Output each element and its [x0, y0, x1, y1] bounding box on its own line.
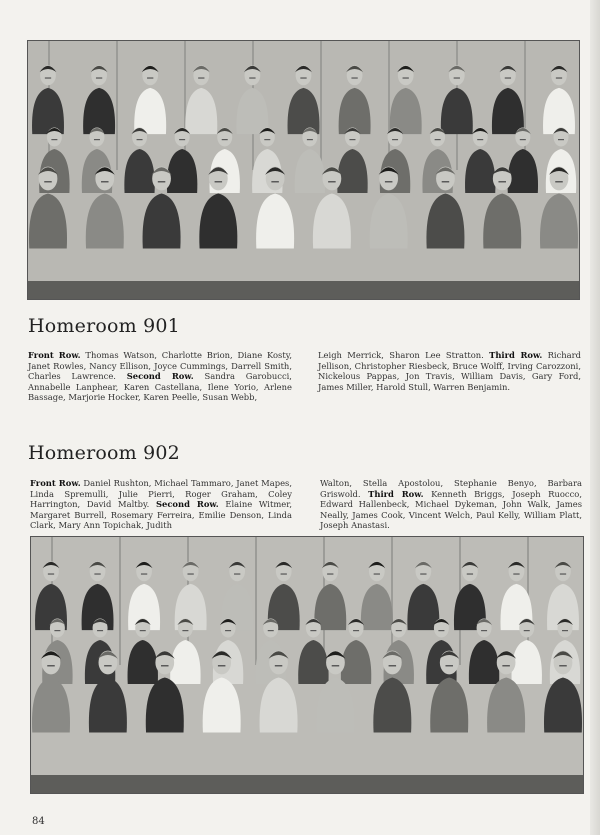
name-list: Walton, Stella Apostolou, Stephanie Benyo, Barbara Griswold. — [320, 478, 582, 499]
name-list: Elaine Witmer, Margaret Burrell, Rosemary Ferreira, Emilie Denson, Linda Clark, Mary Ann Topichak, Judith — [30, 499, 292, 531]
homeroom-902-caption-col2 — [320, 478, 582, 531]
name-list: Thomas Watson, Charlotte Brion, Diane Kosty, Janet Rowles, Nancy Ellison, Joyce Cummings, Darrell Smith, Charles Lawrence. — [28, 350, 292, 382]
row-label: Front Row. — [30, 478, 81, 488]
homeroom-901-heading: Homeroom 901 — [28, 315, 180, 337]
wall-panel-line — [119, 537, 121, 665]
page-number: 84 — [32, 816, 45, 827]
class-photo-902 — [30, 536, 584, 794]
wall-panel-line — [320, 41, 322, 170]
row-label: Second Row. — [155, 499, 219, 510]
wall-panel-line — [255, 537, 257, 665]
wall-panel-line — [388, 41, 390, 170]
row-label: Front Row. — [28, 350, 81, 360]
homeroom-901-caption-col2 — [318, 350, 581, 392]
name-list: Richard Jellison, Christopher Riesbeck, Bruce Wolff, Irving Carozzoni, Nickelous Pappas, Jon Travis, William Davis, Gary Ford, James Miller, Harold Stull, Warren Benjamin. — [318, 350, 582, 392]
photo-floor — [28, 281, 579, 299]
name-list: Leigh Merrick, Sharon Lee Stratton. — [318, 350, 490, 360]
homeroom-901-caption-col1 — [28, 350, 292, 403]
class-photo-901 — [27, 40, 580, 300]
name-list: Daniel Rushton, Michael Tammaro, Janet Mapes, Linda Spremulli, Julie Pierri, Roger Graham, Coley Harrington, David Maltby. — [30, 478, 292, 510]
name-list: Sandra Garobucci, Annabelle Lanphear, Karen Castellana, Ilene Yorio, Arlene Bassage, Marjorie Hocker, Karen Peelle, Susan Webb, — [28, 371, 292, 403]
homeroom-902-heading: Homeroom 902 — [28, 442, 180, 464]
page-edge — [590, 0, 600, 835]
row-label: Third Row. — [368, 488, 424, 499]
row-label: Second Row. — [126, 371, 194, 382]
photo-floor — [31, 775, 583, 793]
name-list: Kenneth Briggs, Joseph Ruocco, Edward Hallenbeck, Michael Dykeman, John Walk, James Neally, James Cook, Vincent Welch, Paul Kelly, William Platt, Joseph Anastasi. — [320, 488, 582, 531]
homeroom-902-caption-col1 — [30, 478, 292, 531]
wall-panel-line — [116, 41, 118, 170]
row-label: Third Row. — [489, 350, 543, 360]
